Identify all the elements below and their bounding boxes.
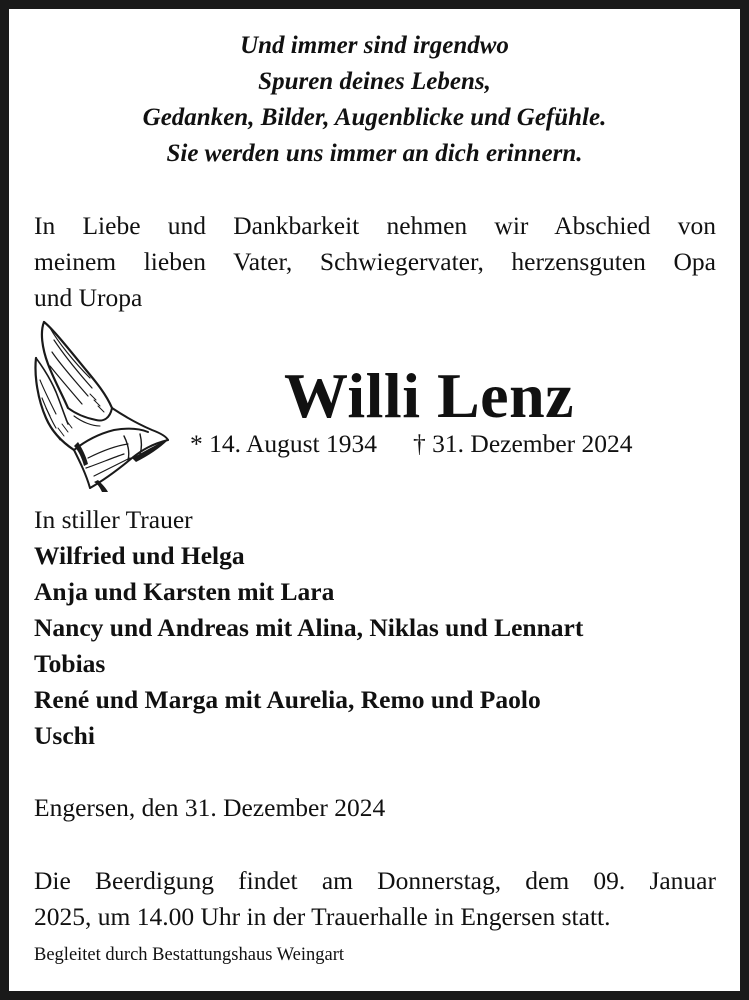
- mourner-family: Wilfried und Helga: [34, 541, 245, 570]
- life-dates: [190, 427, 633, 461]
- mourner-family: Uschi: [34, 721, 95, 750]
- mourner-family: Anja und Karsten mit Lara: [34, 577, 335, 606]
- mourner-family: René und Marga mit Aurelia, Remo und Paolo: [34, 685, 541, 714]
- intro-line: In Liebe und Dankbarkeit nehmen wir Abschied von: [34, 211, 716, 240]
- mourner-family: Nancy und Andreas mit Alina, Niklas und Lennart: [34, 613, 584, 642]
- praying-hands-icon: [28, 318, 170, 494]
- funeral-line: Die Beerdigung findet am Donnerstag, dem 09. Januar: [34, 866, 716, 895]
- funeral-notice: [34, 863, 716, 935]
- place-and-date: Engersen, den 31. Dezember 2024: [34, 793, 386, 822]
- memorial-poem: [20, 28, 729, 172]
- poem-line: Und immer sind irgendwo: [240, 32, 509, 59]
- poem-line: Spuren deines Lebens,: [258, 68, 491, 95]
- intro-line: und Uropa: [34, 283, 143, 312]
- death-date: † 31. Dezember 2024: [413, 429, 633, 458]
- undertaker-credit: Begleitet durch Bestattungshaus Weingart: [34, 945, 345, 965]
- poem-line: Gedanken, Bilder, Augenblicke und Gefühle.: [142, 104, 607, 131]
- funeral-line: 2025, um 14.00 Uhr in der Trauerhalle in Engersen statt.: [34, 902, 611, 931]
- mourning-label: In stiller Trauer: [34, 505, 193, 534]
- deceased-name: Willi Lenz: [284, 360, 575, 431]
- intro-line: meinem lieben Vater, Schwiegervater, herzensguten Opa: [34, 247, 716, 276]
- poem-line: Sie werden uns immer an dich erinnern.: [166, 140, 583, 167]
- mourner-family: Tobias: [34, 649, 106, 678]
- mourners-list: [34, 502, 724, 754]
- farewell-intro: [34, 208, 716, 316]
- birth-date: * 14. August 1934: [190, 429, 378, 458]
